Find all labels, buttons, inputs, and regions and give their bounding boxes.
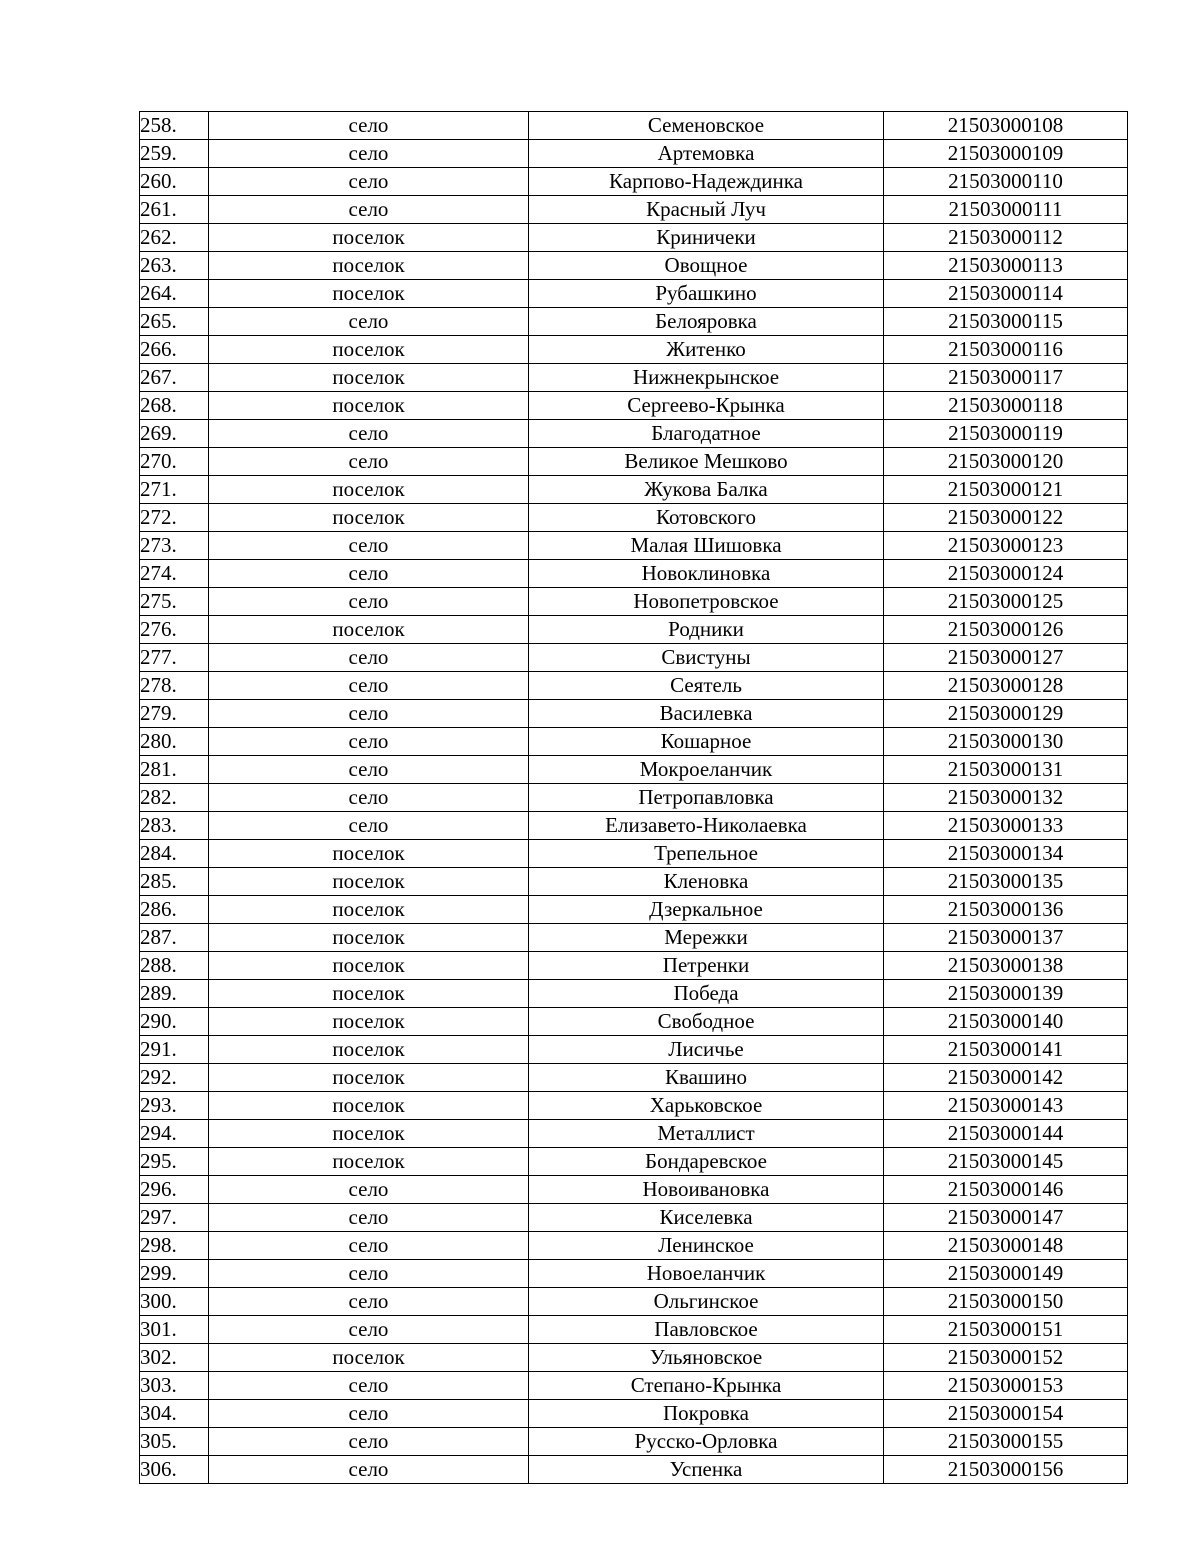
settlement-type-cell: село — [209, 1176, 529, 1204]
table-row — [140, 1344, 1128, 1372]
settlement-name-cell: Новопетровское — [529, 588, 884, 616]
settlement-type-cell: поселок — [209, 1120, 529, 1148]
settlement-type-cell: село — [209, 140, 529, 168]
settlement-type-cell: село — [209, 756, 529, 784]
row-number-cell: 305. — [140, 1428, 209, 1456]
settlement-code-cell: 21503000123 — [884, 532, 1128, 560]
settlement-name-cell: Криничеки — [529, 224, 884, 252]
settlement-code-cell: 21503000119 — [884, 420, 1128, 448]
settlement-name-cell: Новоивановка — [529, 1176, 884, 1204]
settlement-name-cell: Овощное — [529, 252, 884, 280]
settlement-name-cell: Карпово-Надеждинка — [529, 168, 884, 196]
settlement-type-cell: село — [209, 448, 529, 476]
table-row — [140, 280, 1128, 308]
settlement-type-cell: поселок — [209, 840, 529, 868]
settlement-code-cell: 21503000120 — [884, 448, 1128, 476]
table-row — [140, 1204, 1128, 1232]
row-number-cell: 282. — [140, 784, 209, 812]
table-row — [140, 224, 1128, 252]
settlement-name-cell: Победа — [529, 980, 884, 1008]
settlement-code-cell: 21503000149 — [884, 1260, 1128, 1288]
table-row — [140, 756, 1128, 784]
settlement-type-cell: село — [209, 1260, 529, 1288]
settlement-type-cell: поселок — [209, 1148, 529, 1176]
table-row — [140, 924, 1128, 952]
table-row — [140, 784, 1128, 812]
row-number-cell: 297. — [140, 1204, 209, 1232]
settlement-code-cell: 21503000125 — [884, 588, 1128, 616]
settlement-code-cell: 21503000131 — [884, 756, 1128, 784]
settlement-code-cell: 21503000154 — [884, 1400, 1128, 1428]
settlement-code-cell: 21503000130 — [884, 728, 1128, 756]
table-row — [140, 588, 1128, 616]
settlement-code-cell: 21503000108 — [884, 112, 1128, 140]
table-row — [140, 728, 1128, 756]
settlement-code-cell: 21503000156 — [884, 1456, 1128, 1484]
table-row — [140, 952, 1128, 980]
settlement-name-cell: Лисичье — [529, 1036, 884, 1064]
row-number-cell: 296. — [140, 1176, 209, 1204]
settlement-code-cell: 21503000134 — [884, 840, 1128, 868]
settlement-type-cell: поселок — [209, 1064, 529, 1092]
settlement-name-cell: Великое Мешково — [529, 448, 884, 476]
settlement-code-cell: 21503000132 — [884, 784, 1128, 812]
row-number-cell: 287. — [140, 924, 209, 952]
settlement-type-cell: село — [209, 1288, 529, 1316]
table-row — [140, 840, 1128, 868]
row-number-cell: 260. — [140, 168, 209, 196]
settlement-name-cell: Малая Шишовка — [529, 532, 884, 560]
settlement-type-cell: село — [209, 672, 529, 700]
settlement-name-cell: Свистуны — [529, 644, 884, 672]
settlement-name-cell: Красный Луч — [529, 196, 884, 224]
settlement-name-cell: Мокроеланчик — [529, 756, 884, 784]
settlement-type-cell: село — [209, 1316, 529, 1344]
settlement-code-cell: 21503000112 — [884, 224, 1128, 252]
row-number-cell: 275. — [140, 588, 209, 616]
settlement-type-cell: поселок — [209, 1008, 529, 1036]
settlement-name-cell: Василевка — [529, 700, 884, 728]
settlement-type-cell: село — [209, 700, 529, 728]
settlement-name-cell: Трепельное — [529, 840, 884, 868]
settlement-type-cell: поселок — [209, 616, 529, 644]
settlement-type-cell: село — [209, 728, 529, 756]
settlement-name-cell: Дзеркальное — [529, 896, 884, 924]
settlement-name-cell: Петропавловка — [529, 784, 884, 812]
table-row — [140, 672, 1128, 700]
settlement-type-cell: поселок — [209, 952, 529, 980]
settlement-name-cell: Новоклиновка — [529, 560, 884, 588]
settlement-name-cell: Свободное — [529, 1008, 884, 1036]
settlement-type-cell: село — [209, 1204, 529, 1232]
settlement-name-cell: Русско-Орловка — [529, 1428, 884, 1456]
row-number-cell: 284. — [140, 840, 209, 868]
row-number-cell: 294. — [140, 1120, 209, 1148]
settlement-type-cell: поселок — [209, 1036, 529, 1064]
row-number-cell: 299. — [140, 1260, 209, 1288]
row-number-cell: 298. — [140, 1232, 209, 1260]
row-number-cell: 292. — [140, 1064, 209, 1092]
settlement-type-cell: поселок — [209, 252, 529, 280]
settlement-type-cell: село — [209, 308, 529, 336]
row-number-cell: 290. — [140, 1008, 209, 1036]
table-row — [140, 1120, 1128, 1148]
row-number-cell: 265. — [140, 308, 209, 336]
settlement-code-cell: 21503000155 — [884, 1428, 1128, 1456]
settlement-code-cell: 21503000116 — [884, 336, 1128, 364]
settlement-type-cell: поселок — [209, 224, 529, 252]
table-row — [140, 476, 1128, 504]
settlement-name-cell: Кошарное — [529, 728, 884, 756]
settlements-table — [139, 111, 1128, 1484]
settlement-type-cell: село — [209, 168, 529, 196]
settlement-name-cell: Петренки — [529, 952, 884, 980]
table-row — [140, 112, 1128, 140]
settlement-name-cell: Кленовка — [529, 868, 884, 896]
settlement-code-cell: 21503000124 — [884, 560, 1128, 588]
settlement-name-cell: Ленинское — [529, 1232, 884, 1260]
settlement-code-cell: 21503000133 — [884, 812, 1128, 840]
settlement-type-cell: поселок — [209, 504, 529, 532]
row-number-cell: 269. — [140, 420, 209, 448]
row-number-cell: 301. — [140, 1316, 209, 1344]
settlement-code-cell: 21503000129 — [884, 700, 1128, 728]
settlement-name-cell: Сергеево-Крынка — [529, 392, 884, 420]
settlement-name-cell: Жукова Балка — [529, 476, 884, 504]
table-row — [140, 616, 1128, 644]
table-row — [140, 504, 1128, 532]
settlement-type-cell: село — [209, 1232, 529, 1260]
settlement-code-cell: 21503000138 — [884, 952, 1128, 980]
settlement-type-cell: село — [209, 532, 529, 560]
settlement-type-cell: поселок — [209, 896, 529, 924]
row-number-cell: 302. — [140, 1344, 209, 1372]
settlement-type-cell: поселок — [209, 280, 529, 308]
row-number-cell: 293. — [140, 1092, 209, 1120]
row-number-cell: 274. — [140, 560, 209, 588]
settlement-code-cell: 21503000135 — [884, 868, 1128, 896]
settlement-name-cell: Харьковское — [529, 1092, 884, 1120]
settlement-code-cell: 21503000121 — [884, 476, 1128, 504]
settlement-name-cell: Семеновское — [529, 112, 884, 140]
row-number-cell: 291. — [140, 1036, 209, 1064]
settlement-name-cell: Покровка — [529, 1400, 884, 1428]
row-number-cell: 259. — [140, 140, 209, 168]
settlement-code-cell: 21503000118 — [884, 392, 1128, 420]
settlement-code-cell: 21503000150 — [884, 1288, 1128, 1316]
row-number-cell: 285. — [140, 868, 209, 896]
settlement-code-cell: 21503000145 — [884, 1148, 1128, 1176]
settlement-code-cell: 21503000126 — [884, 616, 1128, 644]
settlement-type-cell: поселок — [209, 364, 529, 392]
settlement-type-cell: село — [209, 112, 529, 140]
settlement-type-cell: село — [209, 1428, 529, 1456]
row-number-cell: 304. — [140, 1400, 209, 1428]
table-row — [140, 364, 1128, 392]
settlement-type-cell: поселок — [209, 980, 529, 1008]
settlement-code-cell: 21503000146 — [884, 1176, 1128, 1204]
settlement-type-cell: поселок — [209, 392, 529, 420]
settlement-name-cell: Артемовка — [529, 140, 884, 168]
settlement-name-cell: Родники — [529, 616, 884, 644]
row-number-cell: 300. — [140, 1288, 209, 1316]
settlement-name-cell: Рубашкино — [529, 280, 884, 308]
settlement-name-cell: Мережки — [529, 924, 884, 952]
settlement-name-cell: Белояровка — [529, 308, 884, 336]
row-number-cell: 271. — [140, 476, 209, 504]
table-row — [140, 1260, 1128, 1288]
row-number-cell: 278. — [140, 672, 209, 700]
settlement-type-cell: поселок — [209, 924, 529, 952]
settlement-code-cell: 21503000111 — [884, 196, 1128, 224]
settlement-type-cell: поселок — [209, 868, 529, 896]
settlement-name-cell: Бондаревское — [529, 1148, 884, 1176]
settlement-type-cell: село — [209, 560, 529, 588]
table-row — [140, 420, 1128, 448]
settlement-code-cell: 21503000141 — [884, 1036, 1128, 1064]
settlement-name-cell: Успенка — [529, 1456, 884, 1484]
settlement-type-cell: село — [209, 812, 529, 840]
row-number-cell: 288. — [140, 952, 209, 980]
settlement-name-cell: Котовского — [529, 504, 884, 532]
settlement-type-cell: поселок — [209, 336, 529, 364]
table-row — [140, 308, 1128, 336]
table-row — [140, 1064, 1128, 1092]
settlement-code-cell: 21503000151 — [884, 1316, 1128, 1344]
settlement-name-cell: Благодатное — [529, 420, 884, 448]
table-row — [140, 140, 1128, 168]
settlement-code-cell: 21503000152 — [884, 1344, 1128, 1372]
settlement-type-cell: село — [209, 1400, 529, 1428]
row-number-cell: 283. — [140, 812, 209, 840]
settlement-type-cell: поселок — [209, 1092, 529, 1120]
settlement-code-cell: 21503000114 — [884, 280, 1128, 308]
settlement-code-cell: 21503000144 — [884, 1120, 1128, 1148]
row-number-cell: 263. — [140, 252, 209, 280]
table-row — [140, 1092, 1128, 1120]
table-row — [140, 700, 1128, 728]
table-row — [140, 1148, 1128, 1176]
settlement-code-cell: 21503000128 — [884, 672, 1128, 700]
settlement-name-cell: Ульяновское — [529, 1344, 884, 1372]
row-number-cell: 264. — [140, 280, 209, 308]
table-row — [140, 1036, 1128, 1064]
settlement-name-cell: Нижнекрынское — [529, 364, 884, 392]
table-row — [140, 168, 1128, 196]
table-row — [140, 448, 1128, 476]
settlement-type-cell: село — [209, 644, 529, 672]
settlement-code-cell: 21503000113 — [884, 252, 1128, 280]
settlement-code-cell: 21503000117 — [884, 364, 1128, 392]
row-number-cell: 272. — [140, 504, 209, 532]
row-number-cell: 268. — [140, 392, 209, 420]
settlement-type-cell: село — [209, 588, 529, 616]
settlement-name-cell: Павловское — [529, 1316, 884, 1344]
table-row — [140, 868, 1128, 896]
table-row — [140, 392, 1128, 420]
settlement-name-cell: Елизавето-Николаевка — [529, 812, 884, 840]
row-number-cell: 295. — [140, 1148, 209, 1176]
row-number-cell: 306. — [140, 1456, 209, 1484]
table-row — [140, 252, 1128, 280]
settlement-code-cell: 21503000140 — [884, 1008, 1128, 1036]
table-row — [140, 1288, 1128, 1316]
table-row — [140, 1316, 1128, 1344]
settlement-code-cell: 21503000142 — [884, 1064, 1128, 1092]
row-number-cell: 289. — [140, 980, 209, 1008]
row-number-cell: 270. — [140, 448, 209, 476]
table-row — [140, 1428, 1128, 1456]
settlement-code-cell: 21503000115 — [884, 308, 1128, 336]
settlement-name-cell: Житенко — [529, 336, 884, 364]
settlement-name-cell: Квашино — [529, 1064, 884, 1092]
table-row — [140, 532, 1128, 560]
table-row — [140, 980, 1128, 1008]
settlement-name-cell: Металлист — [529, 1120, 884, 1148]
settlement-type-cell: село — [209, 1372, 529, 1400]
settlement-name-cell: Ольгинское — [529, 1288, 884, 1316]
settlement-type-cell: село — [209, 196, 529, 224]
settlement-name-cell: Киселевка — [529, 1204, 884, 1232]
row-number-cell: 280. — [140, 728, 209, 756]
settlement-code-cell: 21503000109 — [884, 140, 1128, 168]
settlement-type-cell: поселок — [209, 476, 529, 504]
settlements-table-body — [140, 112, 1128, 1484]
settlement-name-cell: Степано-Крынка — [529, 1372, 884, 1400]
row-number-cell: 303. — [140, 1372, 209, 1400]
table-row — [140, 1372, 1128, 1400]
row-number-cell: 276. — [140, 616, 209, 644]
table-row — [140, 1008, 1128, 1036]
settlement-code-cell: 21503000122 — [884, 504, 1128, 532]
row-number-cell: 258. — [140, 112, 209, 140]
settlement-type-cell: село — [209, 784, 529, 812]
table-row — [140, 560, 1128, 588]
settlement-code-cell: 21503000153 — [884, 1372, 1128, 1400]
settlement-type-cell: село — [209, 1456, 529, 1484]
table-row — [140, 1456, 1128, 1484]
table-row — [140, 336, 1128, 364]
settlement-name-cell: Сеятель — [529, 672, 884, 700]
settlement-code-cell: 21503000136 — [884, 896, 1128, 924]
table-row — [140, 1400, 1128, 1428]
table-row — [140, 1232, 1128, 1260]
table-row — [140, 896, 1128, 924]
table-row — [140, 196, 1128, 224]
settlement-code-cell: 21503000147 — [884, 1204, 1128, 1232]
table-row — [140, 644, 1128, 672]
row-number-cell: 262. — [140, 224, 209, 252]
settlement-type-cell: село — [209, 420, 529, 448]
row-number-cell: 279. — [140, 700, 209, 728]
row-number-cell: 277. — [140, 644, 209, 672]
table-row — [140, 812, 1128, 840]
row-number-cell: 273. — [140, 532, 209, 560]
row-number-cell: 267. — [140, 364, 209, 392]
row-number-cell: 281. — [140, 756, 209, 784]
settlement-code-cell: 21503000127 — [884, 644, 1128, 672]
row-number-cell: 261. — [140, 196, 209, 224]
settlement-code-cell: 21503000137 — [884, 924, 1128, 952]
settlement-name-cell: Новоеланчик — [529, 1260, 884, 1288]
settlement-type-cell: поселок — [209, 1344, 529, 1372]
settlement-code-cell: 21503000139 — [884, 980, 1128, 1008]
settlement-code-cell: 21503000148 — [884, 1232, 1128, 1260]
table-row — [140, 1176, 1128, 1204]
settlement-code-cell: 21503000143 — [884, 1092, 1128, 1120]
settlement-code-cell: 21503000110 — [884, 168, 1128, 196]
row-number-cell: 286. — [140, 896, 209, 924]
row-number-cell: 266. — [140, 336, 209, 364]
